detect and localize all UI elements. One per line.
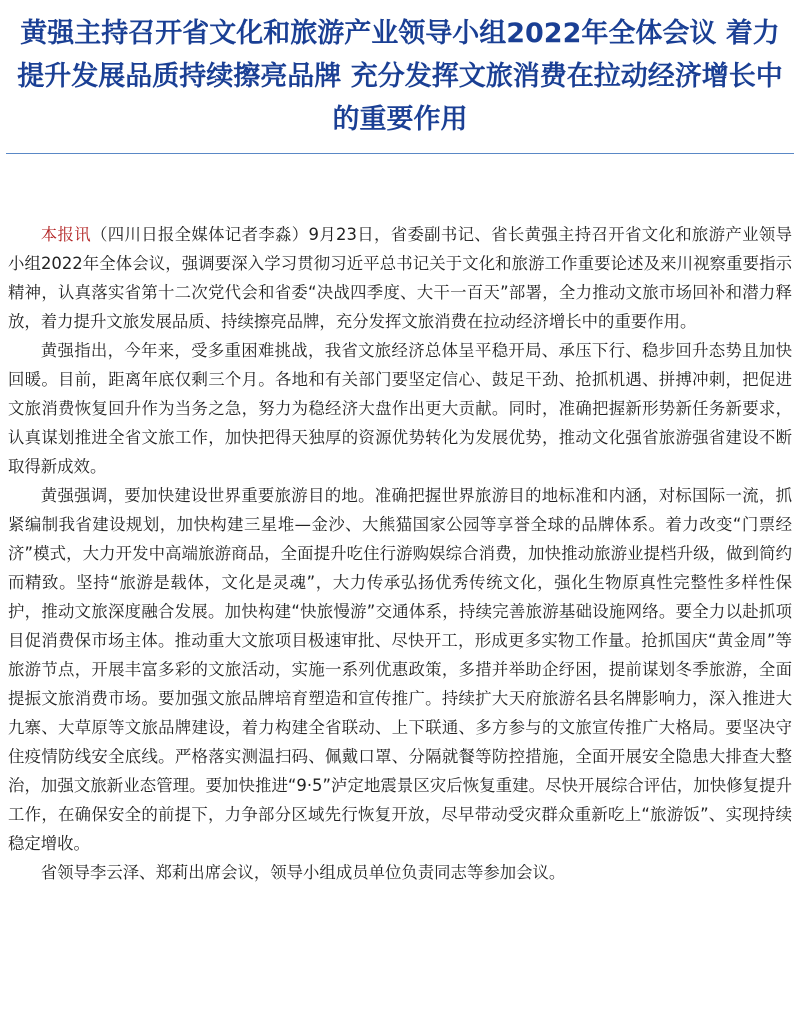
paragraph-text: （四川日报全媒体记者李淼）9月23日，省委副书记、省长黄强主持召开省文化和旅游产业领导小组2022年全体会议，强调要深入学习贯彻习近平总书记关于文化和旅游工作重要论述及来川视察重要指示精神，认真落实省第十二次党代会和省委“决战四季度、大干一百天”部署，全力推动文旅市场回补和潜力释放，着力提升文旅发展品质、持续擦亮品牌，充分发挥文旅消费在拉动经济增长中的重要作用。 [8, 225, 792, 331]
article-paragraph: 黄强指出，今年来，受多重困难挑战，我省文旅经济总体呈平稳开局、承压下行、稳步回升态势且加快回暖。目前，距离年底仅剩三个月。各地和有关部门要坚定信心、鼓足干劲、抢抓机遇、拼搏冲刺，把促进文旅消费恢复回升作为当务之急，努力为稳经济大盘作出更大贡献。同时，准确把握新形势新任务新要求，认真谋划推进全省文旅工作，加快把得天独厚的资源优势转化为发展优势，推动文化强省旅游强省建设不断取得新成效。 [8, 341, 792, 476]
article-paragraph [8, 220, 792, 336]
title-divider [6, 153, 794, 154]
article-paragraph: 省领导李云泽、郑莉出席会议，领导小组成员单位负责同志等参加会议。 [40, 863, 566, 882]
lead-tag: 本报讯 [40, 225, 91, 244]
article-page [0, 12, 800, 1019]
article-body [0, 220, 800, 887]
article-title: 黄强主持召开省文化和旅游产业领导小组2022年全体会议 着力提升发展品质持续擦亮品牌 充分发挥文旅消费在拉动经济增长中的重要作用 [17, 18, 783, 135]
article-paragraph: 黄强强调，要加快建设世界重要旅游目的地。准确把握世界旅游目的地标准和内涵，对标国际一流，抓紧编制我省建设规划，加快构建三星堆—金沙、大熊猫国家公园等享誉全球的品牌体系。着力改变“门票经济”模式，大力开发中高端旅游商品，全面提升吃住行游购娱综合消费，加快推动旅游业提档升级，做到简约而精致。坚持“旅游是载体，文化是灵魂”，大力传承弘扬优秀传统文化，强化生物原真性完整性多样性保护，推动文旅深度融合发展。加快构建“快旅慢游”交通体系，持续完善旅游基础设施网络。要全力以赴抓项目促消费保市场主体。推动重大文旅项目极速审批、尽快开工，形成更多实物工作量。抢抓国庆“黄金周”等旅游节点，开展丰富多彩的文旅活动，实施一系列优惠政策，多措并举助企纾困，提前谋划冬季旅游，全面提振文旅消费市场。要加强文旅品牌培育塑造和宣传推广。持续扩大天府旅游名县名牌影响力，深入推进大九寨、大草原等文旅品牌建设，着力构建全省联动、上下联通、多方参与的文旅宣传推广大格局。要坚决守住疫情防线安全底线。严格落实测温扫码、佩戴口罩、分隔就餐等防控措施，全面开展安全隐患大排查大整治，加强文旅新业态管理。要加快推进“9·5”泸定地震景区灾后恢复重建。尽快开展综合评估，加快修复提升工作，在确保安全的前提下，力争部分区域先行恢复开放，尽早带动受灾群众重新吃上“旅游饭”、实现持续稳定增收。 [8, 486, 792, 853]
